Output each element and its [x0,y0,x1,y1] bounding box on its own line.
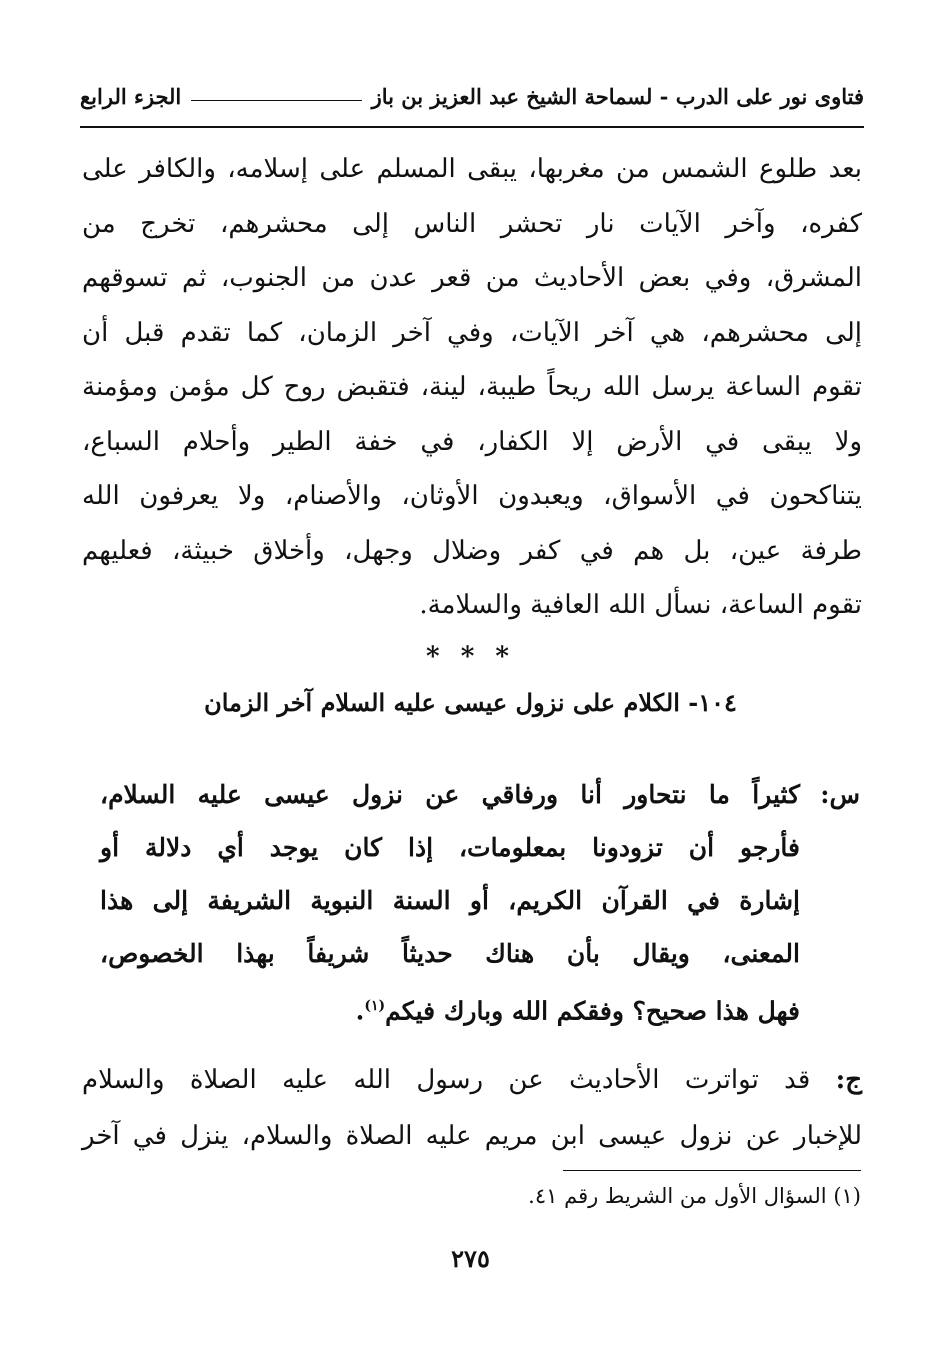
body-line: يتناكحون في الأسواق، ويعبدون الأوثان، والأصنام، ولا يعرفون الله [82,481,862,511]
question-line-last [100,980,800,1033]
header-underline [80,126,864,128]
body-line: تقوم الساعة يرسل الله ريحاً طيبة، لينة، فتقبض روح كل مؤمن ومؤمنة [82,372,862,402]
answer-block [82,1052,862,1164]
question-line: المعنى، ويقال بأن هناك حديثاً شريفاً بهذا الخصوص، [100,939,800,968]
header-title: فتاوى نور على الدرب - لسماحة الشيخ عبد العزيز بن باز [371,83,864,109]
answer-line: للإخبار عن نزول عيسى ابن مريم عليه الصلاة والسلام، ينزل في آخر [82,1121,862,1151]
header-dash-rule [191,100,361,101]
footnote-rule [563,1170,861,1171]
question-text [100,768,800,1033]
header-volume: الجزء الرابع [80,83,182,109]
body-line: ولا يبقى في الأرض إلا الكفار، في خفة الطير وأحلام السباع، [82,426,862,457]
footnote-reference: (١) [364,998,386,1014]
body-line: بعد طلوع الشمس من مغربها، يبقى المسلم على إسلامه، والكافر على [82,154,862,184]
body-line: إلى محشرهم، هي آخر الآيات، وفي آخر الزمان، كما تقدم قبل أن [82,317,862,348]
answer-line: قد تواترت الأحاديث عن رسول الله عليه الصلاة والسلام [82,1065,811,1095]
body-line: طرفة عين، بل هم في كفر وضلال وجهل، وأخلاق خبيثة، فعليهم [82,535,862,566]
question-label: س: [820,780,860,809]
section-title: ١٠٤- الكلام على نزول عيسى عليه السلام آخر الزمان [204,688,737,717]
question-line: فهل هذا صحيح؟ وفقكم الله وبارك فيكم [385,996,800,1026]
question-line: إشارة في القرآن الكريم، أو السنة النبوية الشريفة إلى هذا [100,886,800,915]
question-line: فأرجو أن تزودونا بمعلومات، إذا كان يوجد أي دلالة أو [100,833,800,862]
page-number: ٢٧٥ [451,1244,490,1273]
body-line: كفره، وآخر الآيات نار تحشر الناس إلى محشرهم، تخرج من [82,208,862,239]
section-separator: * * * [426,642,515,672]
question-line: كثيراً ما نتحاور أنا ورفاقي عن نزول عيسى عليه السلام، [100,780,800,809]
answer-line-first [82,1052,862,1108]
body-line: تقوم الساعة، نسأل الله العافية والسلامة. [419,590,862,620]
body-paragraph [82,142,862,633]
running-header [80,78,864,114]
footnote: (١) السؤال الأول من الشريط رقم ٤١. [528,1184,861,1208]
body-line: المشرق، وفي بعض الأحاديث من قعر عدن من الجنوب، ثم تسوقهم [82,263,862,293]
question-end-mark: . [355,996,365,1026]
question-block [100,768,860,1033]
answer-label: ج: [835,1065,863,1095]
